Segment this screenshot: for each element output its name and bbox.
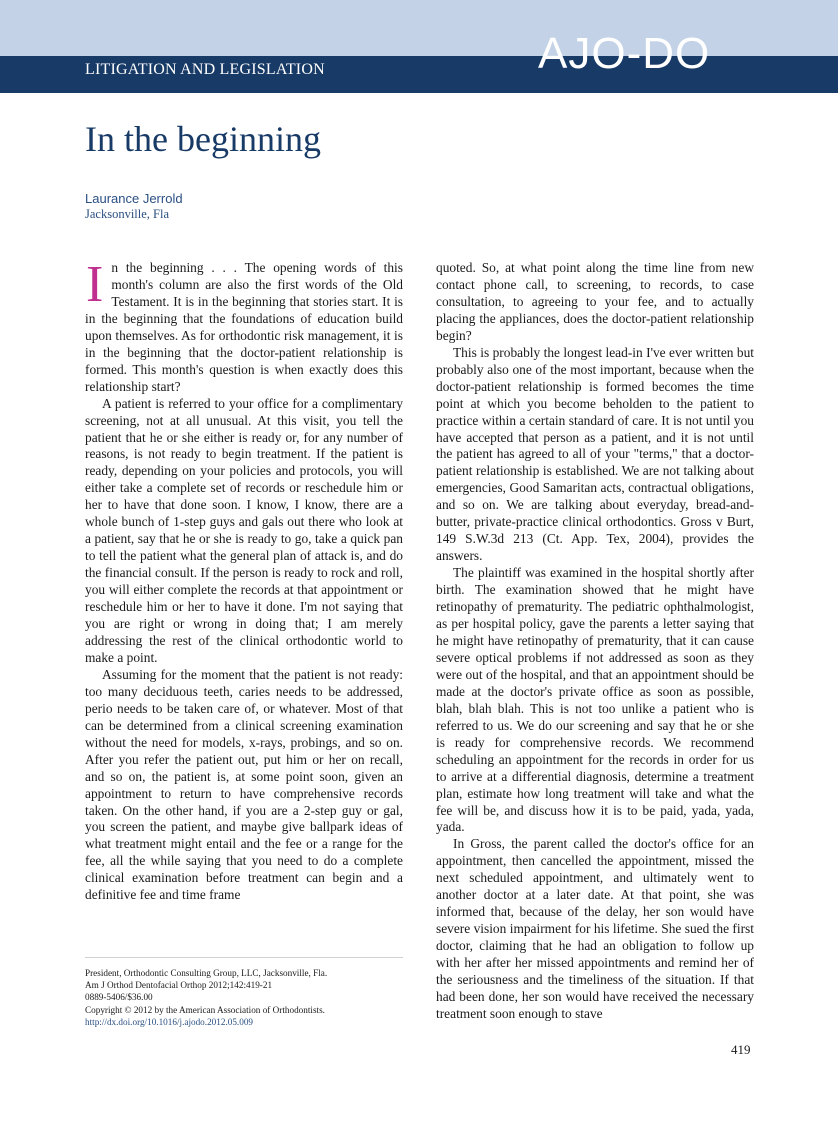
journal-logo: AJO-DO — [538, 29, 711, 78]
paragraph-6: In Gross, the parent called the doctor's office for an appointment, then cancelled the appointment, missed the next scheduled appointment, and ultimately went to another doctor at a later date. At that point, she was informed that, because of the delay, her son would have severe vision impairment for his lifetime. She sued the first doctor, claiming that he had an obligation to follow up with her after her missed appointments and remind her of the seriousness and the timeliness of the situation. If that had been done, her son would have received the necessary treatment soon enough to stave — [436, 836, 754, 1021]
footnote-affiliation: President, Orthodontic Consulting Group, LLC, Jacksonville, Fla. — [85, 968, 328, 978]
paragraph-1-text: n the beginning . . . The opening words of this month's column are also the first words of the Old Testament. It is in the beginning that stories start. It is in the beginning that the foundations of education build upon themselves. As for orthodontic risk management, it is in the beginning that the doctor-patient relationship is formed. This month's question is when exactly does this relationship start? — [85, 260, 403, 394]
left-column — [85, 256, 403, 904]
paragraph-1 — [85, 256, 403, 396]
paragraph-2: A patient is referred to your office for a complimentary screening, not at all unusual. At this visit, you tell the patient that he or she either is ready or, for any number of reasons, is not ready to begin treatment. If the patient is ready, depending on your policies and protocols, you will either take a complete set of records or reschedule him or her to have that done soon. I know, I know, there are a whole bunch of 1-step guys and gals out there who look at a patient, say that he or she is ready to go, take a quick pan to tell the patient what the general plan of attack is, and do the financial consult. If the person is ready to rock and roll, you will either complete the records at that appointment or reschedule him or her to have it done. I'm not saying that you are right or wrong in doing that; I am merely addressing the rest of the clinical orthodontic world to make a point. — [85, 395, 403, 665]
paragraph-5: The plaintiff was examined in the hospital shortly after birth. The examination showed that he might have retinopathy of prematurity. The pediatric ophthalmologist, as per hospital policy, gave the parents a letter saying that he might have retinopathy of prematurity, that it can cause severe optical problems if not addressed as soon as they were out of the hospital, and that an appointment should be made at the doctor's private office as soon as possible, blah, blah blah. This is not too unlike a patient who is referred to us. We do our screening and say that he or she is ready for comprehensive records. We recommend scheduling an appointment for the records in order for us to arrive at a differential diagnosis, determine a treatment plan, estimate how long treatment will take and what the fee will be, and discuss how it is to be paid, yada, yada, yada. — [436, 565, 754, 835]
paragraph-3: Assuming for the moment that the patient is not ready: too many deciduous teeth, caries needs to be addressed, perio needs to be taken care of, or whatever. Most of that can be determined from a clinical screening examination without the need for models, x-rays, probings, and so on. After you refer the patient out, put him or her on recall, and so on, the patient is, at some point soon, given an appointment to return to have comprehensive records taken. On the other hand, if you are a 2-step guy or gal, you screen the patient, and maybe give ballpark ideas of what treatment might entail and the fee or a range for the fee, all the while saying that you need to do a complete clinical examination before treatment can begin and a definitive fee and time frame — [85, 666, 403, 903]
footnote-citation: Am J Orthod Dentofacial Orthop 2012;142:419-21 — [85, 980, 273, 991]
paragraph-4: This is probably the longest lead-in I've ever written but probably also one of the most important, because when the doctor-patient relationship is formed becomes the time point at which you become beholden to the patient to practice within a certain standard of care. It is not until you have accepted that person as a patient, and it is not until the patient has agreed to all of your "terms," that a doctor-patient relationship is established. We are not talking about emergencies, Good Samaritan acts, contractual obligations, and so on. We are talking about everyday, bread-and-butter, private-practice clinical orthodontics. Gross v Burt, 149 S.W.3d 213 (Ct. App. Tex, 2004), provides the answers. — [436, 344, 754, 564]
paragraph-3-continued: quoted. So, at what point along the time line from new contact phone call, to screening, to records, to case consultation, to agreeing to your fee, and to actually placing the appliances, does the doctor-patient relationship begin? — [436, 260, 754, 343]
article-title: In the beginning — [85, 119, 321, 159]
right-column — [436, 260, 754, 1023]
author-affiliation: Jacksonville, Fla — [85, 207, 170, 221]
doi-link[interactable]: http://dx.doi.org/10.1016/j.ajodo.2012.05.009 — [85, 1016, 254, 1027]
footnote-copyright: Copyright © 2012 by the American Association of Orthodontists. — [85, 1004, 325, 1015]
footnote-divider — [85, 957, 403, 958]
page-number: 419 — [731, 1042, 751, 1057]
author-name: Laurance Jerrold — [85, 191, 183, 206]
footnote-issn: 0889-5406/$36.00 — [85, 992, 153, 1003]
footnote — [85, 967, 415, 1028]
top-banner — [0, 0, 838, 56]
drop-cap: I — [86, 256, 104, 313]
section-title: LITIGATION AND LEGISLATION — [85, 61, 325, 78]
